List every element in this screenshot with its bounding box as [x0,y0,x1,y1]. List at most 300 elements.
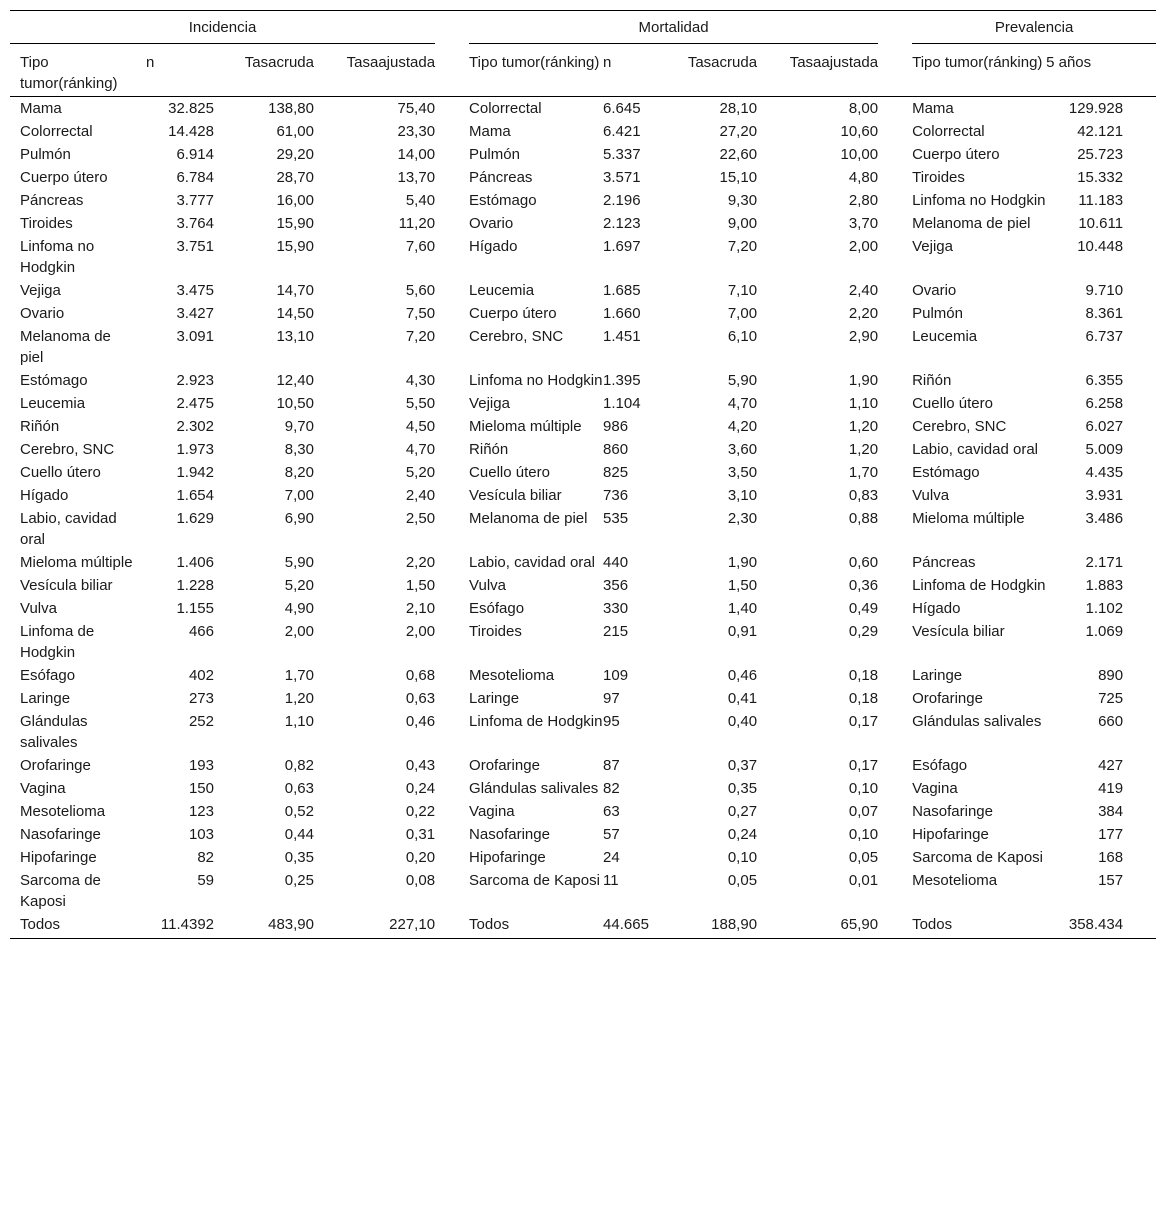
cell-inc-tipo: Labio, cavidad oral [20,510,117,548]
table-row [10,507,1156,551]
group-header-incidencia: Incidencia [10,11,435,44]
cell-mor-tasacruda: 0,41 [727,690,758,707]
cell-mor-n: 6.645 [603,100,641,117]
cell-inc-n: 3.751 [176,238,214,255]
cell-inc-tasaajustada: 5,20 [405,464,436,481]
cell-mor-n: 535 [603,510,629,527]
cell-mor-n: 2.123 [603,215,641,232]
cell-mor-tasacruda: 0,35 [727,780,758,797]
cell-prev-tipo: Ovario [912,282,957,299]
cell-mor-tasacruda: 5,90 [727,372,758,389]
cell-mor-tasaajustada: 1,10 [848,395,879,412]
cell-inc-tasaajustada: 2,50 [405,510,436,527]
cell-mor-tasacruda: 3,60 [727,441,758,458]
cell-mor-n: 5.337 [603,146,641,163]
cell-inc-n: 6.784 [176,169,214,186]
cell-mor-tipo: Sarcoma de Kaposi [469,872,600,889]
cell-inc-tasaajustada: 0,22 [405,803,436,820]
cell-inc-tasaajustada: 5,50 [405,395,436,412]
cell-inc-n: 6.914 [176,146,214,163]
cell-inc-tipo: Mama [20,100,62,117]
cell-inc-tasacruda: 15,90 [276,238,314,255]
table-row [10,687,1156,710]
cell-inc-n: 1.654 [176,487,214,504]
cell-inc-n: 1.973 [176,441,214,458]
cell-mor-tasaajustada: 4,80 [848,169,879,186]
cell-inc-n: 11.4392 [134,913,214,939]
cell-inc-n: 273 [188,690,214,707]
cell-inc-tipo: Sarcoma de Kaposi [20,872,101,910]
cell-mor-tasaajustada: 2,90 [848,328,879,345]
cell-inc-tasacruda: 28,70 [276,169,314,186]
cell-prev-tipo: Vesícula biliar [912,623,1005,640]
table-row [10,777,1156,800]
cell-prev-5anos: 2.171 [1085,554,1124,571]
cell-inc-tasaajustada: 4,70 [405,441,436,458]
table-row [10,189,1156,212]
cell-mor-tasaajustada: 0,17 [848,757,879,774]
cell-mor-tipo: Hígado [469,238,518,255]
cell-inc-tipo: Hígado [20,487,69,504]
table-row [10,823,1156,846]
cell-inc-n: 2.923 [176,372,214,389]
cell-mor-tasaajustada: 0,07 [848,803,879,820]
cell-prev-5anos: 660 [1098,713,1124,730]
cell-inc-n: 3.091 [176,328,214,345]
cell-prev-5anos: 157 [1098,872,1124,889]
cell-inc-tasaajustada: 0,68 [405,667,436,684]
cell-mor-tipo: Riñón [469,441,509,458]
cell-inc-tasacruda: 138,80 [268,100,314,117]
cell-inc-tipo: Esófago [20,667,76,684]
col-header-mor-tasaajustada: Tasaajustada [757,44,878,97]
cell-mor-n: 825 [603,464,629,481]
table-wrapper [10,10,1156,939]
group-header-mortalidad: Mortalidad [469,11,878,44]
cell-mor-tipo: Vagina [469,803,515,820]
cell-mor-n: 1.104 [603,395,641,412]
cell-mor-tipo: Mama [469,123,511,140]
cell-inc-tasaajustada: 14,00 [397,146,436,163]
cell-inc-tasaajustada: 1,50 [405,577,436,594]
cell-prev-5anos: 427 [1098,757,1124,774]
cell-mor-tasaajustada: 0,49 [848,600,879,617]
cell-mor-n: 2.196 [603,192,641,209]
col-header-prev-tipo: Tipo tumor(ránking) [912,44,1046,97]
cell-inc-tasaajustada: 7,50 [405,305,436,322]
cell-mor-n: 356 [603,577,629,594]
cell-mor-tasaajustada: 1,70 [848,464,879,481]
cell-mor-n: 1.451 [603,328,641,345]
cell-inc-tipo: Estómago [20,372,88,389]
cell-mor-tipo: Pulmón [469,146,520,163]
cell-inc-tasacruda: 16,00 [276,192,314,209]
cell-prev-tipo: Páncreas [912,554,976,571]
cell-prev-tipo: Pulmón [912,305,963,322]
cell-prev-5anos: 1.102 [1085,600,1124,617]
cell-prev-5anos: 168 [1098,849,1124,866]
cell-mor-tasacruda: 15,10 [719,169,758,186]
cell-mor-tipo: Nasofaringe [469,826,550,843]
cell-prev-5anos: 42.121 [1077,123,1124,140]
table-row [10,620,1156,664]
cell-mor-tasacruda: 0,40 [727,713,758,730]
cell-inc-tasaajustada: 0,24 [405,780,436,797]
cell-mor-tipo: Mesotelioma [469,667,555,684]
col-header-mor-n: n [603,44,675,97]
cell-prev-5anos: 9.710 [1085,282,1124,299]
cell-mor-tasacruda: 6,10 [727,328,758,345]
cell-mor-n: 97 [603,690,620,707]
cell-mor-tipo: Mieloma múltiple [469,418,582,435]
cell-inc-tasacruda: 0,52 [284,803,314,820]
cell-mor-tasaajustada: 0,05 [848,849,879,866]
cell-prev-tipo: Labio, cavidad oral [912,441,1039,458]
cell-mor-tasacruda: 4,70 [727,395,758,412]
cell-mor-tasacruda: 3,50 [727,464,758,481]
cell-mor-tasacruda: 1,50 [727,577,758,594]
table-row [10,754,1156,777]
cell-prev-tipo: Cuerpo útero [912,146,1000,163]
cell-mor-tasaajustada: 8,00 [848,100,879,117]
cell-inc-tipo: Mesotelioma [20,803,106,820]
cell-mor-tipo: Cerebro, SNC [469,328,564,345]
cell-inc-tasaajustada: 0,43 [405,757,436,774]
cell-inc-tasaajustada: 4,30 [405,372,436,389]
cell-mor-n: 109 [603,667,629,684]
cell-prev-tipo: Leucemia [912,328,978,345]
cell-mor-tipo: Esófago [469,600,525,617]
cell-prev-5anos: 10.448 [1077,238,1124,255]
table-row [10,710,1156,754]
cell-prev-5anos: 384 [1098,803,1124,820]
cell-mor-tipo: Melanoma de piel [469,510,588,527]
cell-inc-tipo: Vulva [20,600,57,617]
cell-mor-tipo: Laringe [469,690,520,707]
table-row [10,415,1156,438]
cell-prev-5anos: 725 [1098,690,1124,707]
cell-mor-tasaajustada: 0,17 [848,713,879,730]
col-header-mor-tipo: Tipo tumor(ránking) [469,44,603,97]
cell-inc-tipo: Linfoma de Hodgkin [20,623,95,661]
cell-prev-5anos: 25.723 [1077,146,1124,163]
cell-inc-tipo: Vejiga [20,282,61,299]
table-row [10,869,1156,913]
cell-mor-n: 3.571 [603,169,641,186]
cell-inc-tasacruda: 0,25 [284,872,314,889]
cell-prev-5anos: 419 [1098,780,1124,797]
table-row [10,143,1156,166]
cell-inc-tipo: Páncreas [20,192,84,209]
cell-mor-tasacruda: 1,90 [727,554,758,571]
group-header-prevalencia: Prevalencia [912,11,1156,44]
cell-prev-tipo: Todos [912,913,1046,939]
cell-prev-tipo: Linfoma no Hodgkin [912,192,1046,209]
cell-mor-tasaajustada: 1,20 [848,441,879,458]
cell-prev-tipo: Tiroides [912,169,965,186]
col-header-prev-5anos: 5 años [1046,44,1123,97]
cell-prev-tipo: Mieloma múltiple [912,510,1025,527]
cell-prev-tipo: Glándulas salivales [912,713,1042,730]
cell-inc-tasaajustada: 2,00 [405,623,436,640]
cell-mor-tipo: Orofaringe [469,757,540,774]
cell-prev-5anos: 3.486 [1085,510,1124,527]
cell-mor-tasaajustada: 2,40 [848,282,879,299]
cell-inc-tasaajustada: 0,31 [405,826,436,843]
cell-prev-5anos: 890 [1098,667,1124,684]
cell-inc-tasaajustada: 0,46 [405,713,436,730]
cell-mor-n: 986 [603,418,629,435]
cell-mor-tipo: Cuerpo útero [469,305,557,322]
cell-prev-5anos: 8.361 [1085,305,1124,322]
cell-inc-tasacruda: 5,20 [284,577,314,594]
cell-prev-tipo: Hipofaringe [912,826,989,843]
cell-mor-n: 1.660 [603,305,641,322]
cell-inc-n: 1.942 [176,464,214,481]
cell-inc-tipo: Mieloma múltiple [20,554,133,571]
cell-mor-tasacruda: 3,10 [727,487,758,504]
cell-inc-n: 1.629 [176,510,214,527]
cell-mor-tasacruda: 0,91 [727,623,758,640]
cell-inc-tipo: Riñón [20,418,60,435]
cell-prev-tipo: Esófago [912,757,968,774]
cell-inc-tasaajustada: 7,20 [405,328,436,345]
cell-prev-tipo: Nasofaringe [912,803,993,820]
cell-inc-n: 3.777 [176,192,214,209]
cell-mor-n: 1.395 [603,372,641,389]
cell-mor-tipo: Vejiga [469,395,510,412]
cell-inc-n: 252 [188,713,214,730]
table-row [10,97,1156,121]
cell-prev-5anos: 4.435 [1085,464,1124,481]
cell-mor-tasaajustada: 2,80 [848,192,879,209]
cell-prev-tipo: Mama [912,100,954,117]
cell-mor-tasaajustada: 65,90 [757,913,878,939]
cell-inc-tasacruda: 2,00 [284,623,314,640]
cell-inc-n: 3.427 [176,305,214,322]
cell-prev-5anos: 358.434 [1046,913,1123,939]
cell-mor-tasaajustada: 0,10 [848,826,879,843]
cell-prev-tipo: Vejiga [912,238,953,255]
cell-inc-tasacruda: 8,30 [284,441,314,458]
cell-inc-tipo: Linfoma no Hodgkin [20,238,95,276]
cell-inc-tasacruda: 15,90 [276,215,314,232]
cell-inc-tasacruda: 0,35 [284,849,314,866]
cell-inc-tasaajustada: 11,20 [398,215,436,232]
cell-inc-tasaajustada: 23,30 [397,123,436,140]
cell-inc-n: 150 [188,780,214,797]
cell-mor-tasacruda: 7,10 [727,282,758,299]
cell-inc-tipo: Pulmón [20,146,71,163]
cell-mor-tipo: Estómago [469,192,537,209]
cell-mor-n: 63 [603,803,620,820]
cell-mor-n: 6.421 [603,123,641,140]
cell-inc-tasacruda: 10,50 [276,395,314,412]
cell-inc-n: 82 [197,849,214,866]
cell-inc-tasacruda: 1,70 [284,667,314,684]
cell-mor-tipo: Glándulas salivales [469,780,599,797]
cell-inc-tasacruda: 1,10 [284,713,314,730]
cell-mor-n: 1.685 [603,282,641,299]
cell-mor-tasacruda: 0,27 [727,803,758,820]
cell-inc-tasacruda: 4,90 [284,600,314,617]
cell-mor-tasacruda: 27,20 [719,123,758,140]
cell-inc-n: 2.475 [176,395,214,412]
cell-mor-n: 87 [603,757,620,774]
cell-mor-tasaajustada: 0,29 [848,623,879,640]
cell-mor-n: 95 [603,713,620,730]
cell-inc-tipo: Ovario [20,305,65,322]
cell-prev-5anos: 6.737 [1085,328,1124,345]
cell-prev-5anos: 129.928 [1068,100,1124,117]
cell-inc-n: 59 [197,872,214,889]
cell-inc-tasacruda: 0,44 [284,826,314,843]
cell-mor-tipo: Linfoma no Hodgkin [469,372,603,389]
col-header-inc-tasacruda: Tasacruda [214,44,314,97]
table-row [10,166,1156,189]
cell-inc-tasacruda: 1,20 [284,690,314,707]
cell-prev-tipo: Vagina [912,780,958,797]
cell-prev-tipo: Mesotelioma [912,872,998,889]
cell-inc-tasaajustada: 227,10 [314,913,435,939]
cell-inc-n: 1.228 [176,577,214,594]
cell-inc-tipo: Nasofaringe [20,826,101,843]
cell-prev-5anos: 10.611 [1078,215,1124,232]
cell-mor-tasacruda: 0,05 [727,872,758,889]
cell-inc-tasacruda: 7,00 [284,487,314,504]
table-row [10,846,1156,869]
cell-inc-n: 2.302 [176,418,214,435]
cell-inc-n: 123 [188,803,214,820]
cell-prev-5anos: 11.183 [1078,192,1124,209]
cell-inc-tasacruda: 12,40 [276,372,314,389]
cell-mor-tasacruda: 2,30 [727,510,758,527]
cell-mor-n: 11 [603,872,619,889]
cell-inc-n: 1.406 [176,554,214,571]
cell-mor-tasaajustada: 1,90 [848,372,879,389]
cell-mor-tasacruda: 9,00 [727,215,758,232]
cell-mor-tasacruda: 28,10 [719,100,758,117]
cell-mor-tasacruda: 7,00 [727,305,758,322]
cell-mor-n: 440 [603,554,629,571]
cell-mor-n: 82 [603,780,620,797]
cell-mor-tipo: Leucemia [469,282,535,299]
cell-prev-5anos: 1.069 [1085,623,1124,640]
cell-inc-tipo: Hipofaringe [20,849,97,866]
cell-mor-tasaajustada: 10,60 [840,123,879,140]
cell-mor-tipo: Linfoma de Hodgkin [469,713,603,730]
cell-mor-tasaajustada: 10,00 [840,146,879,163]
cell-prev-5anos: 6.027 [1085,418,1124,435]
cell-mor-tasaajustada: 2,20 [848,305,879,322]
cell-mor-tipo: Hipofaringe [469,849,546,866]
cell-mor-tasacruda: 188,90 [675,913,757,939]
cell-inc-tipo: Vesícula biliar [20,577,113,594]
cell-mor-tipo: Tiroides [469,623,522,640]
table-row [10,369,1156,392]
cell-inc-tasaajustada: 4,50 [405,418,436,435]
cell-inc-tipo: Leucemia [20,395,86,412]
cell-inc-tasaajustada: 2,20 [405,554,436,571]
cell-mor-tasaajustada: 3,70 [848,215,879,232]
cell-mor-tasaajustada: 0,10 [848,780,879,797]
cell-inc-tasaajustada: 5,40 [405,192,436,209]
cell-prev-tipo: Hígado [912,600,961,617]
col-header-mor-tasacruda: Tasacruda [675,44,757,97]
table-row [10,120,1156,143]
table-row [10,325,1156,369]
cell-mor-tasacruda: 0,37 [727,757,758,774]
cell-inc-n: 103 [188,826,214,843]
table-row [10,438,1156,461]
cell-mor-tipo: Vulva [469,577,507,594]
cell-mor-tipo: Vesícula biliar [469,487,562,504]
table-row [10,461,1156,484]
cell-mor-tasaajustada: 0,60 [848,554,879,571]
cell-prev-tipo: Melanoma de piel [912,215,1031,232]
cell-mor-n: 215 [603,623,629,640]
table-row [10,913,1156,939]
cell-inc-n: 466 [188,623,214,640]
cell-inc-tasaajustada: 0,08 [405,872,436,889]
cell-mor-tipo: Colorrectal [469,100,542,117]
cell-inc-n: 3.764 [176,215,214,232]
cell-inc-tipo: Tiroides [20,215,73,232]
table-body [10,97,1156,939]
cell-inc-n: 32.825 [168,100,214,117]
table-row [10,235,1156,279]
cell-inc-tasaajustada: 0,63 [405,690,436,707]
cell-inc-n: 1.155 [176,600,214,617]
cell-mor-n: 860 [603,441,629,458]
cell-prev-tipo: Sarcoma de Kaposi [912,849,1043,866]
cell-mor-tipo: Páncreas [469,169,533,186]
cell-inc-tasaajustada: 2,40 [405,487,436,504]
cell-inc-tasaajustada: 5,60 [405,282,436,299]
cell-mor-tipo: Cuello útero [469,464,550,481]
table-row [10,302,1156,325]
cell-prev-5anos: 1.883 [1085,577,1124,594]
cell-mor-tasaajustada: 0,18 [848,667,879,684]
cell-inc-tipo: Melanoma de piel [20,328,111,366]
table-row [10,551,1156,574]
cell-inc-tasacruda: 5,90 [284,554,314,571]
cell-inc-tasacruda: 13,10 [276,328,314,345]
cell-mor-n: 24 [603,849,620,866]
cell-mor-tasaajustada: 0,88 [848,510,879,527]
cell-mor-tasacruda: 7,20 [727,238,758,255]
cell-inc-tipo: Cerebro, SNC [20,441,115,458]
table-row [10,664,1156,687]
cell-mor-tasacruda: 22,60 [719,146,758,163]
cell-prev-tipo: Laringe [912,667,963,684]
cell-mor-tipo: Todos [469,913,603,939]
cell-prev-tipo: Orofaringe [912,690,983,707]
col-header-inc-n: n [134,44,214,97]
cell-inc-tipo: Cuerpo útero [20,169,108,186]
cell-mor-tasacruda: 0,24 [727,826,758,843]
cell-mor-tasaajustada: 0,01 [848,872,879,889]
cell-inc-tipo: Todos [10,913,134,939]
cell-mor-tasacruda: 0,10 [727,849,758,866]
cell-mor-tasaajustada: 0,83 [848,487,879,504]
cell-mor-n: 44.665 [603,913,675,939]
cell-prev-tipo: Vulva [912,487,950,504]
cell-mor-tasacruda: 9,30 [727,192,758,209]
table-row [10,392,1156,415]
table-row [10,212,1156,235]
cell-inc-tasaajustada: 13,70 [397,169,436,186]
